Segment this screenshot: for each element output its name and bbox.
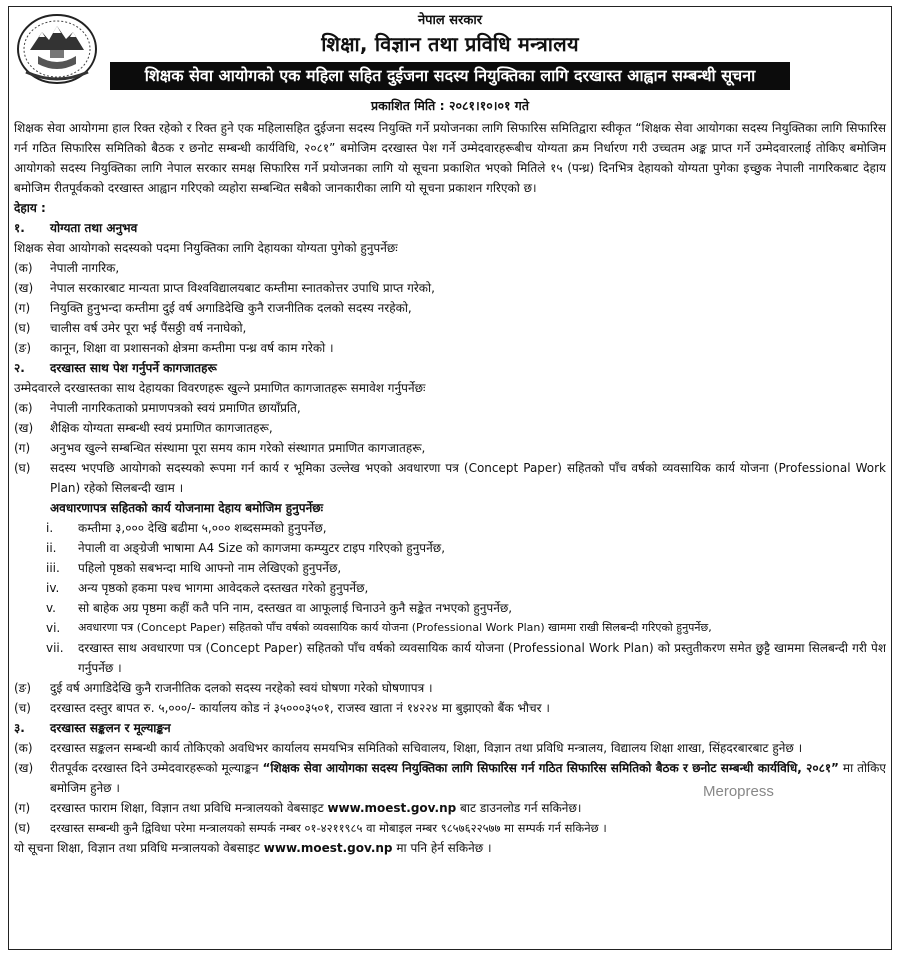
- intro-paragraph: शिक्षक सेवा आयोगमा हाल रिक्त रहेको र रिक्त हुने एक महिलासहित दुईजना सदस्य नियुक्ति गर्ने प्रयोजनका लागि सिफारिस समितिद्वारा स्वीकृत “शिक्षक सेवा आयोगका सदस्य नियुक्तिका लागि सिफारिस गर्न गठित सिफारिस समितिको बैठक र छनोट सम्बन्धी कार्यविधि, २०८१” बमोजिम दरखास्त पेश गर्ने उम्मेदवारहरूबीच योग्यता क्रम निर्धारण गरी उच्चतम अङ्क प्राप्त गर्ने उम्मेदवारलाई तोकिए बमोजिम आयोगको सदस्य नियुक्तिका लागि नेपाल सरकार समक्ष सिफारिस गर्ने प्रयोजनका लागि यो सूचना प्रकाशित भएको मितिले १५ (पन्ध्र) दिनभित्र देहायको योग्यता पुगेका इच्छुक नेपाली नागरिकबाट देहाय बमोजिम रीतपूर्वकको दरखास्त आह्वान गरिएको व्यहोरा सम्बन्धित सबैको जानकारीका लागि यो सूचना प्रकाशन गरिएको छ।: [14, 121, 886, 195]
- section-2-lead: उम्मेदवारले दरखास्तका साथ देहायका विवरणहरू खुल्ने प्रमाणित कागजातहरू समावेश गर्नुपर्नेछः: [14, 381, 426, 395]
- sub-list-item: ii. नेपाली वा अङ्ग्रेजी भाषामा A4 Size को कागजमा कम्प्युटर टाइप गरिएको हुनुपर्नेछ,: [46, 541, 446, 555]
- sub-list-item: vi. अवधारणा पत्र (Concept Paper) सहितको पाँच वर्षको व्यवसायिक कार्य योजना (Professional Work Plan) खाममा राखी सिलबन्दी गरिएको हुनुपर्नेछ,: [46, 621, 712, 635]
- section-title: योग्यता तथा अनुभव: [50, 221, 138, 235]
- closing-line: यो सूचना शिक्षा, विज्ञान तथा प्रविधि मन्त्रालयको वेबसाइट www.moest.gov.np मा पनि हेर्न सकिनेछ ।: [14, 838, 886, 858]
- list-item: (ख) रीतपूर्वक दरखास्त दिने उम्मेदवारहरूको मूल्याङ्कन “शिक्षक सेवा आयोगका सदस्य नियुक्तिका लागि सिफारिस गर्न गठित सिफारिस समितिको बैठक र छनोट सम्बन्धी कार्यविधि, २०८१” मा तोकिए बमोजिम हुनेछ ।: [14, 761, 886, 795]
- list-item: (क) नेपाली नागरिकताको प्रमाणपत्रको स्वयं प्रमाणित छायाँप्रति,: [14, 401, 301, 415]
- section-1-lead: शिक्षक सेवा आयोगको सदस्यको पदमा नियुक्तिका लागि देहायका योग्यता पुगेको हुनुपर्नेछः: [14, 241, 398, 255]
- list-item: (ङ) कानून, शिक्षा वा प्रशासनको क्षेत्रमा कम्तीमा पन्ध्र वर्ष काम गरेको ।: [14, 341, 334, 355]
- section-1-heading: [14, 218, 886, 238]
- section-title: दरखास्त सङ्कलन र मूल्याङ्कन: [50, 721, 171, 735]
- dehaya-label: देहाय :: [14, 201, 46, 215]
- list-item: (ग) दरखास्त फाराम शिक्षा, विज्ञान तथा प्रविधि मन्त्रालयको वेबसाइट www.moest.gov.np बाट डाउनलोड गर्न सकिनेछ।: [14, 801, 582, 815]
- section-number: १.: [14, 221, 25, 235]
- section-2-heading: [14, 358, 886, 378]
- list-item: (ख) नेपाल सरकारबाट मान्यता प्राप्त विश्वविद्यालयबाट कम्तीमा स्नातकोत्तर उपाधि प्राप्त गरेको,: [14, 281, 435, 295]
- sub-list-item: iv. अन्य पृष्ठको हकमा पश्च भागमा आवेदकले दस्तखत गरेको हुनुपर्नेछ,: [46, 581, 369, 595]
- list-item: (ग) नियुक्ति हुनुभन्दा कम्तीमा दुई वर्ष अगाडिदेखि कुनै राजनीतिक दलको सदस्य नरहेको,: [14, 301, 412, 315]
- list-item: (च) दरखास्त दस्तुर बापत रु. ५,०००/- कार्यालय कोड नं ३५०००३५०१, राजस्व खाता नं १४२२४ मा बुझाएको बैंक भौचर ।: [14, 701, 550, 715]
- list-item: (घ) चालीस वर्ष उमेर पूरा भई पैंसठ्ठी वर्ष ननाघेको,: [14, 321, 247, 335]
- section-3-heading: [14, 718, 886, 738]
- list-item: (क) दरखास्त सङ्कलन सम्बन्धी कार्य तोकिएको अवधिभर कार्यालय समयभित्र समितिको सचिवालय, शिक्षा, विज्ञान तथा प्रविधि मन्त्रालय, विद्यालय शिक्षा शाखा, सिंहदरबारबाट हुनेछ ।: [14, 741, 803, 755]
- section-number: ३.: [14, 721, 25, 735]
- sub-list-item: iii. पहिलो पृष्ठको सबभन्दा माथि आफ्नो नाम लेखिएको हुनुपर्नेछ,: [46, 561, 342, 575]
- procedure-title: “शिक्षक सेवा आयोगका सदस्य नियुक्तिका लागि सिफारिस गर्न गठित सिफारिस समितिको बैठक र छनोट सम्बन्धी कार्यविधि, २०८१”: [262, 761, 839, 775]
- sub-list-item: i. कम्तीमा ३,००० देखि बढीमा ५,००० शब्दसम्मको हुनुपर्नेछ,: [46, 521, 327, 535]
- list-item: (घ) दरखास्त सम्बन्धी कुनै द्विविधा परेमा मन्त्रालयको सम्पर्क नम्बर ०१-४२११९८५ वा मोबाइल नम्बर ९८५७६२२५७७ मा सम्पर्क गर्न सकिनेछ ।: [14, 821, 607, 835]
- list-item: (ख) शैक्षिक योग्यता सम्बन्धी स्वयं प्रमाणित कागजातहरू,: [14, 421, 273, 435]
- list-item: (ग) अनुभव खुल्ने सम्बन्धित संस्थामा पूरा समय काम गरेको संस्थागत प्रमाणित कागजातहरू,: [14, 441, 426, 455]
- notice-title-banner: शिक्षक सेवा आयोगको एक महिला सहित दुईजना सदस्य नियुक्तिका लागि दरखास्त आह्वान सम्बन्धी सूचना: [110, 62, 790, 90]
- notice-body: [14, 118, 886, 858]
- published-date: प्रकाशित मिति : २०८१।१०।०१ गते: [371, 98, 529, 113]
- sub-list-item: v. सो बाहेक अग्र पृष्ठमा कहीं कतै पनि नाम, दस्तखत वा आफूलाई चिनाउने कुनै सङ्केत नभएको हुनुपर्नेछ,: [46, 601, 513, 615]
- list-item: (ङ) दुई वर्ष अगाडिदेखि कुनै राजनीतिक दलको सदस्य नरहेको स्वयं घोषणा गरेको घोषणापत्र ।: [14, 681, 433, 695]
- ministry-heading: शिक्षा, विज्ञान तथा प्रविधि मन्त्रालय: [321, 32, 579, 56]
- work-plan-subheading: अवधारणापत्र सहितको कार्य योजनामा देहाय बमोजिम हुनुपर्नेछः: [50, 501, 324, 515]
- list-item: (घ) सदस्य भएपछि आयोगको सदस्यको रूपमा गर्न कार्य र भूमिका उल्लेख भएको अवधारणा पत्र (Concept Paper) सहितको पाँच वर्षको व्यवसायिक कार्य योजना (Professional Work Plan) रहेको सिलबन्दी खाम ।: [14, 461, 886, 495]
- sub-list-item: vii. दरखास्त साथ अवधारणा पत्र (Concept Paper) सहितको पाँच वर्षको व्यवसायिक कार्य योजना (Professional Work Plan) को प्रस्तुतीकरण समेत छुट्टै खाममा सिलबन्दी गरी पेश गर्नुपर्नेछ ।: [46, 641, 886, 675]
- section-title: दरखास्त साथ पेश गर्नुपर्ने कागजातहरू: [50, 361, 217, 375]
- website-link[interactable]: www.moest.gov.np: [327, 801, 457, 815]
- government-heading: नेपाल सरकार: [417, 13, 483, 28]
- section-number: २.: [14, 361, 25, 375]
- website-link[interactable]: www.moest.gov.np: [263, 841, 393, 855]
- watermark: Meropress: [703, 783, 774, 800]
- list-item: (क) नेपाली नागरिक,: [14, 261, 120, 275]
